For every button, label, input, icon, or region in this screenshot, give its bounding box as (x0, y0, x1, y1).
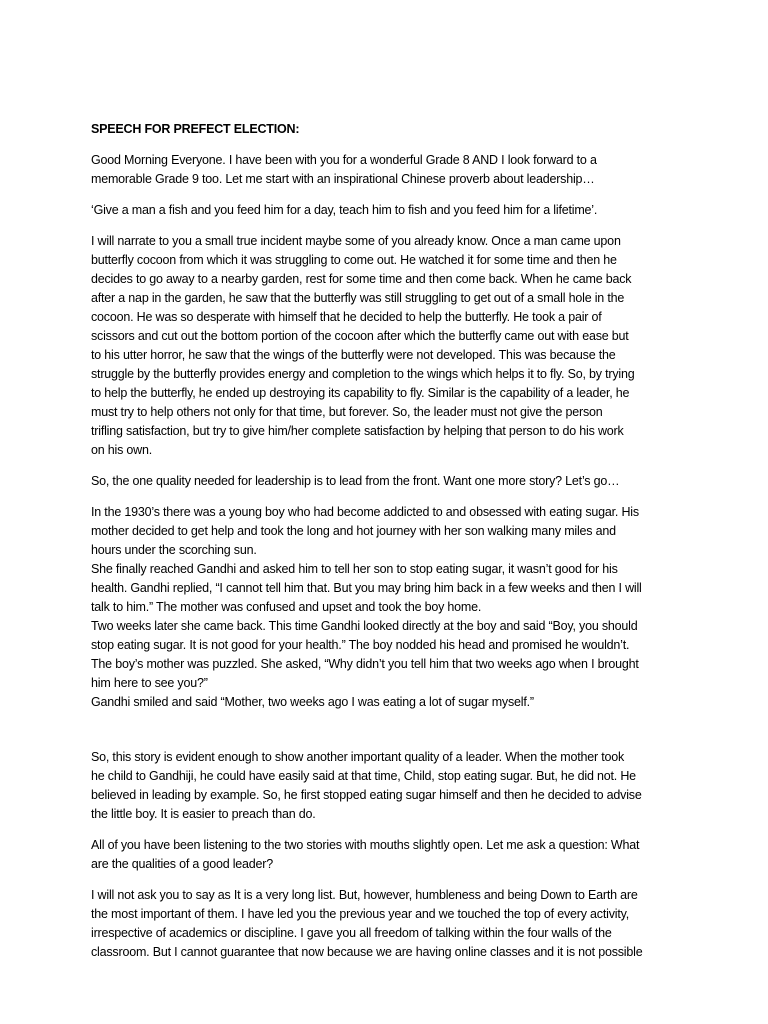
text-line: trifling satisfaction, but try to give him/her complete satisfaction by helping that person to do his work (91, 424, 624, 438)
paragraph (91, 472, 691, 491)
text-line: Gandhi smiled and said “Mother, two weeks ago I was eating a lot of sugar myself.” (91, 695, 534, 709)
text-line: So, this story is evident enough to show another important quality of a leader. When the mother took (91, 750, 625, 764)
text-line: I will narrate to you a small true incident maybe some of you already know. Once a man came upon (91, 234, 621, 248)
text-line: She finally reached Gandhi and asked him to tell her son to stop eating sugar, it wasn’t good for his (91, 562, 618, 576)
text-line: the little boy. It is easier to preach than do. (91, 807, 316, 821)
document-body (91, 151, 691, 962)
text-line: he child to Gandhiji, he could have easily said at that time, Child, stop eating sugar. But, he did not. He (91, 769, 636, 783)
document-page (91, 120, 691, 974)
text-line: ‘Give a man a fish and you feed him for a day, teach him to fish and you feed him for a lifetime’. (91, 203, 598, 217)
paragraph (91, 836, 691, 874)
text-line: The boy’s mother was puzzled. She asked, “Why didn’t you tell him that two weeks ago when I brought (91, 657, 639, 671)
text-line: health. Gandhi replied, “I cannot tell him that. But you may bring him back in a few weeks and then I will (91, 581, 642, 595)
paragraph-spacer (91, 724, 691, 748)
text-line: Good Morning Everyone. I have been with you for a wonderful Grade 8 AND I look forward to a (91, 153, 597, 167)
text-line: mother decided to get help and took the long and hot journey with her son walking many miles and (91, 524, 616, 538)
text-line: decides to go away to a nearby garden, rest for some time and then come back. When he came back (91, 272, 632, 286)
text-line: hours under the scorching sun. (91, 543, 257, 557)
text-line: talk to him.” The mother was confused and upset and took the boy home. (91, 600, 482, 614)
text-line: struggle by the butterfly provides energy and completion to the wings which helps it to fly. So, by trying (91, 367, 635, 381)
text-line: butterfly cocoon from which it was struggling to come out. He watched it for some time and then he (91, 253, 617, 267)
text-line: memorable Grade 9 too. Let me start with an inspirational Chinese proverb about leadership… (91, 172, 595, 186)
text-line: believed in leading by example. So, he first stopped eating sugar himself and then he decided to advise (91, 788, 642, 802)
document-heading: SPEECH FOR PREFECT ELECTION: (91, 122, 300, 136)
text-line: I will not ask you to say as It is a very long list. But, however, humbleness and being Down to Earth are (91, 888, 638, 902)
text-line: on his own. (91, 443, 153, 457)
text-line: him here to see you?” (91, 676, 208, 690)
text-line: irrespective of academics or discipline. I gave you all freedom of talking within the four walls of the (91, 926, 612, 940)
text-line: after a nap in the garden, he saw that the butterfly was still struggling to get out of a small hole in the (91, 291, 625, 305)
paragraph (91, 886, 691, 962)
text-line: All of you have been listening to the two stories with mouths slightly open. Let me ask a question: What (91, 838, 640, 852)
text-line: the most important of them. I have led you the previous year and we touched the top of every activity, (91, 907, 630, 921)
text-line: So, the one quality needed for leadership is to lead from the front. Want one more story? Let’s go… (91, 474, 620, 488)
text-line: In the 1930’s there was a young boy who had become addicted to and obsessed with eating sugar. His (91, 505, 639, 519)
paragraph (91, 232, 691, 460)
text-line: to his utter horror, he saw that the wings of the butterfly were not developed. This was because the (91, 348, 616, 362)
text-line: classroom. But I cannot guarantee that now because we are having online classes and it is not possible (91, 945, 643, 959)
text-line: to help the butterfly, he ended up destroying its capability to fly. Similar is the capability of a leader, he (91, 386, 630, 400)
text-line: stop eating sugar. It is not good for your health.” The boy nodded his head and promised he wouldn’t. (91, 638, 630, 652)
text-line: Two weeks later she came back. This time Gandhi looked directly at the boy and said “Boy, you should (91, 619, 638, 633)
paragraph (91, 748, 691, 824)
text-line: cocoon. He was so desperate with himself that he decided to help the butterfly. He took a pair of (91, 310, 602, 324)
paragraph (91, 503, 691, 712)
text-line: are the qualities of a good leader? (91, 857, 274, 871)
text-line: scissors and cut out the bottom portion of the cocoon after which the butterfly came out with ease but (91, 329, 629, 343)
paragraph (91, 151, 691, 189)
text-line: must try to help others not only for that time, but forever. So, the leader must not give the person (91, 405, 603, 419)
paragraph (91, 201, 691, 220)
